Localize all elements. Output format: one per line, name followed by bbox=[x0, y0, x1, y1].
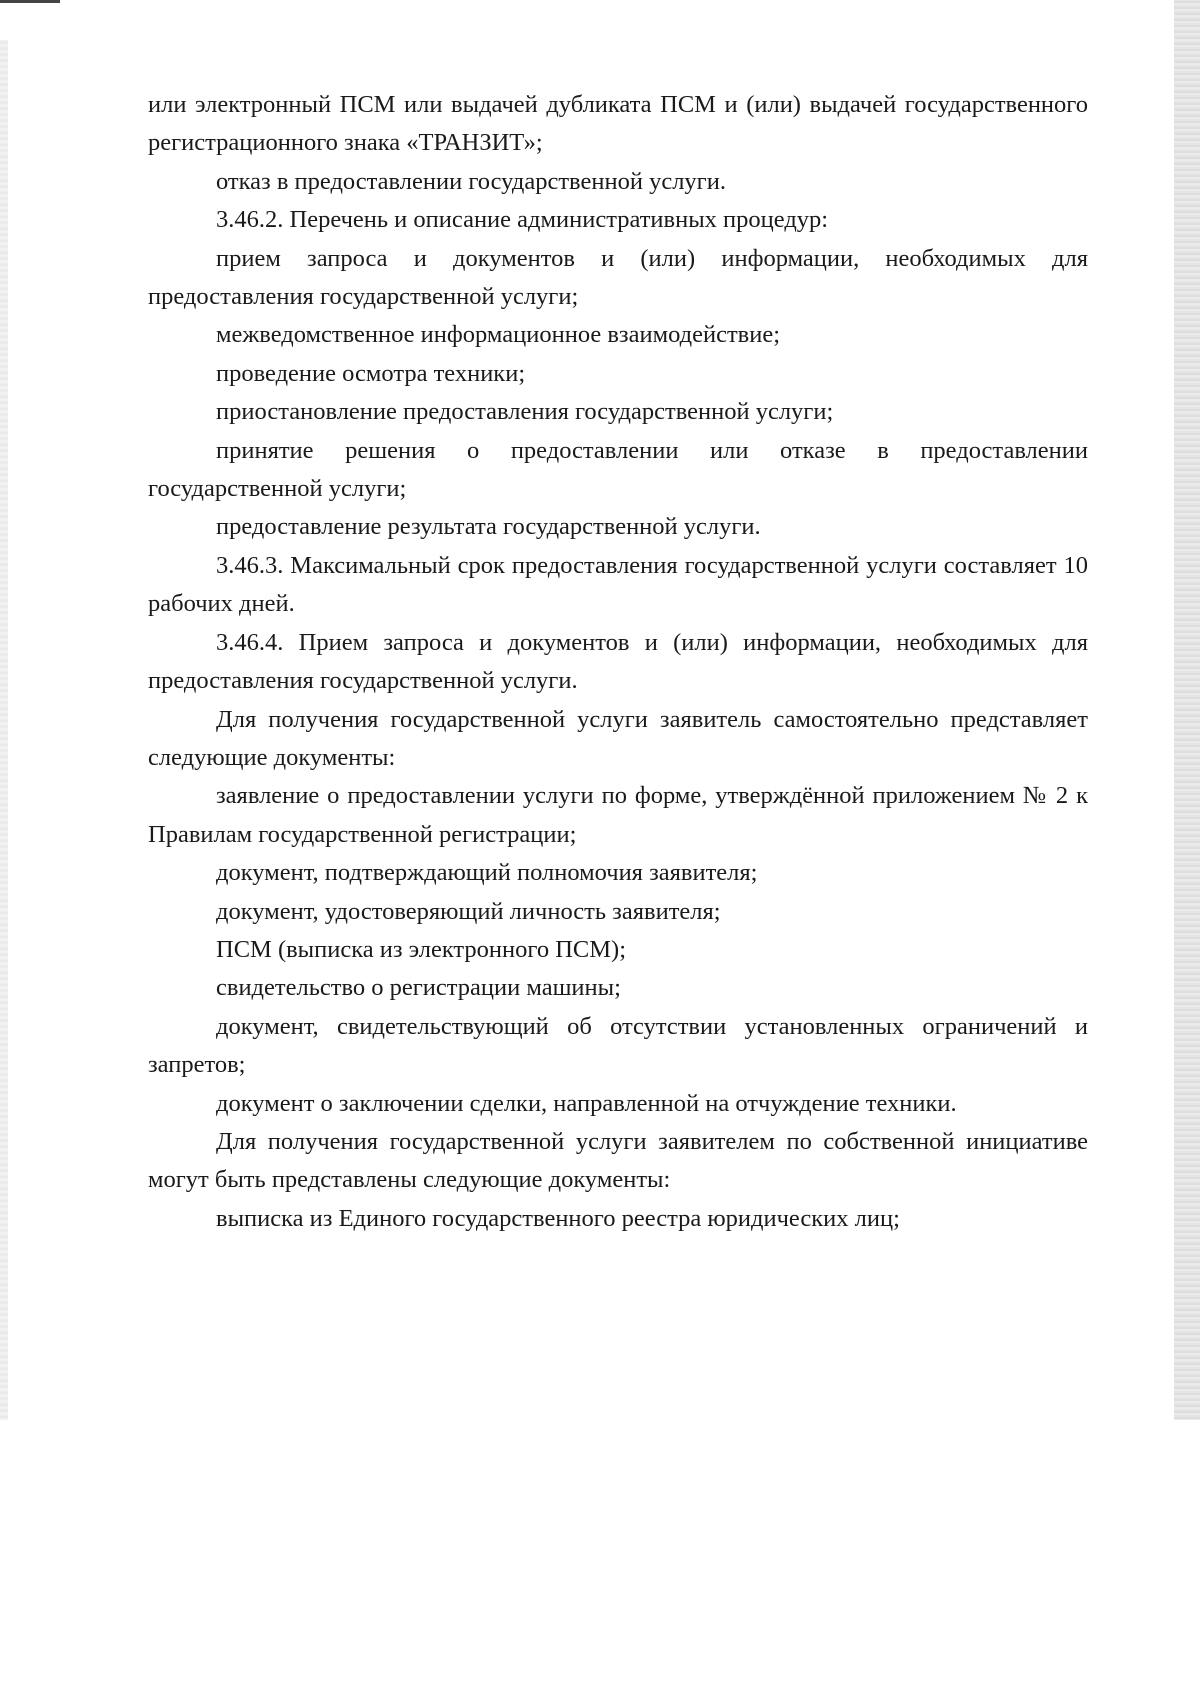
paragraph-optional-documents: Для получения государственной услуги заявителем по собственной инициативе могут быть представлены следующие документы: bbox=[148, 1127, 1088, 1194]
scan-edge-artifact-top bbox=[0, 0, 60, 3]
list-item-authority-document: документ, подтверждающий полномочия заявителя; bbox=[216, 859, 758, 887]
list-item-identity-document: документ, удостоверяющий личность заявителя; bbox=[216, 897, 721, 925]
paragraph-refusal: отказ в предоставлении государственной услуги. bbox=[216, 167, 726, 195]
scan-edge-artifact-left bbox=[0, 40, 8, 1420]
paragraph-procedure-suspension: приостановление предоставления государственной услуги; bbox=[216, 398, 834, 426]
list-item-no-restrictions: документ, свидетельствующий об отсутствии установленных ограничений и запретов; bbox=[148, 1012, 1088, 1079]
list-item-egrul-extract: выписка из Единого государственного реестра юридических лиц; bbox=[216, 1204, 900, 1232]
scan-edge-artifact-right bbox=[1174, 0, 1200, 1420]
paragraph-3-46-4: 3.46.4. Прием запроса и документов и (или) информации, необходимых для предоставления государственной услуги. bbox=[148, 628, 1088, 695]
list-item-application: заявление о предоставлении услуги по форме, утверждённой приложением № 2 к Правилам государственной регистрации; bbox=[148, 782, 1088, 848]
paragraph-3-46-2: 3.46.2. Перечень и описание административных процедур: bbox=[216, 206, 829, 234]
document-body bbox=[148, 86, 1088, 1238]
paragraph-procedure-result: предоставление результата государственной услуги. bbox=[216, 513, 761, 541]
paragraph-procedure-intake: прием запроса и документов и (или) информации, необходимых для предоставления государственной услуги; bbox=[148, 244, 1088, 311]
list-item-registration-certificate: свидетельство о регистрации машины; bbox=[216, 974, 621, 1002]
paragraph-3-46-3: 3.46.3. Максимальный срок предоставления государственной услуги составляет 10 рабочих дней. bbox=[148, 551, 1088, 618]
list-item-transaction-document: документ о заключении сделки, направленной на отчуждение техники. bbox=[216, 1089, 957, 1117]
paragraph-procedure-inspection: проведение осмотра техники; bbox=[216, 359, 526, 387]
paragraph-required-documents: Для получения государственной услуги заявитель самостоятельно представляет следующие документы: bbox=[148, 705, 1088, 771]
paragraph-continuation: или электронный ПСМ или выдачей дубликата ПСМ и (или) выдачей государственного регистрационного знака «ТРАНЗИТ»; bbox=[148, 91, 1088, 157]
list-item-psm: ПСМ (выписка из электронного ПСМ); bbox=[216, 935, 627, 963]
paragraph-procedure-decision: принятие решения о предоставлении или отказе в предоставлении государственной услуги; bbox=[148, 436, 1088, 503]
paragraph-procedure-interagency: межведомственное информационное взаимодействие; bbox=[216, 321, 781, 349]
